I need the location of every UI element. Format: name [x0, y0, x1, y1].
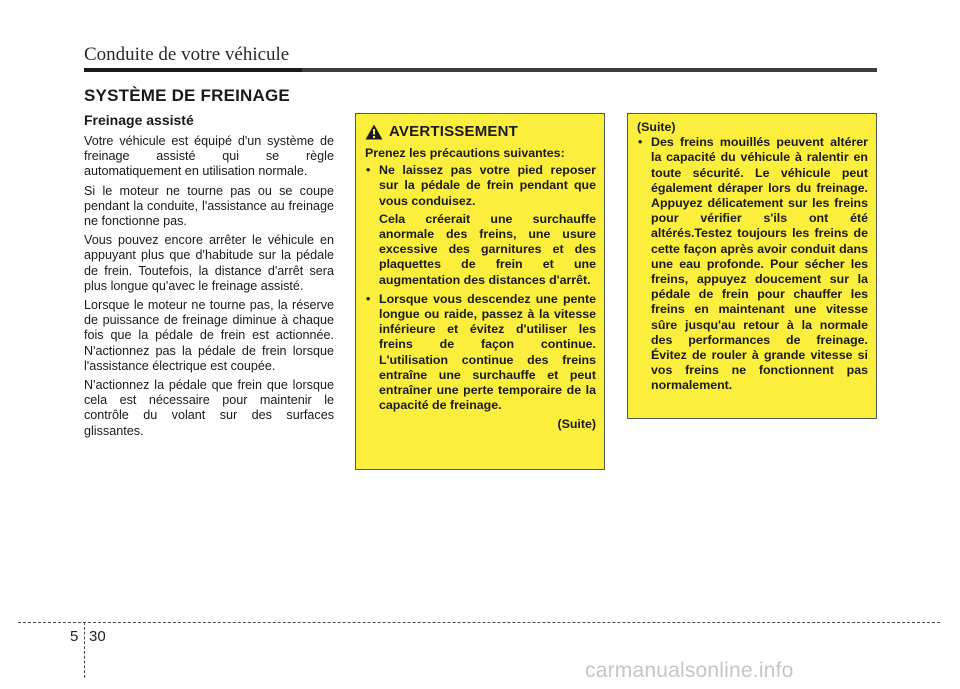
section-title: SYSTÈME DE FREINAGE: [84, 86, 290, 105]
subsection-title: Freinage assisté: [84, 112, 194, 128]
warning-item-continuation: Cela créerait une surchauffe anormale des freins, une usure excessive des garnitures et des plaquettes de frein et une augmentation des distances d'arrêt.: [379, 211, 596, 287]
bullet: •: [638, 135, 643, 150]
warning-title: AVERTISSEMENT: [389, 123, 519, 141]
chapter-number: 5: [70, 628, 79, 645]
paragraph: Lorsque le moteur ne tourne pas, la réserve de puissance de freinage diminue à chaque fois que la pédale de frein est actionnée. N'actionnez pas la pédale de frein lorsque l'assistance électrique est coupée.: [84, 298, 334, 373]
warning-item: [365, 292, 596, 414]
warning-box: [355, 113, 605, 470]
left-column: [84, 112, 334, 443]
continuation-item: [637, 135, 868, 393]
paragraph: Si le moteur ne tourne pas ou se coupe pendant la conduite, l'assistance au freinage ne fonctionne pas.: [84, 183, 334, 229]
paragraph: Votre véhicule est équipé d'un système de freinage assisté qui se règle automatiquement en utilisation normale.: [84, 134, 334, 179]
paragraph: Vous pouvez encore arrêter le véhicule en appuyant plus que d'habitude sur la pédale de frein. Toutefois, la distance d'arrêt sera plus longue qu'avec le freinage assisté.: [84, 233, 334, 293]
continuation-heading: (Suite): [637, 120, 676, 134]
bullet: •: [366, 163, 371, 178]
paragraph: N'actionnez la pédale que frein que lorsque cela est nécessaire pour maintenir le contrôle du volant sur des surfaces glissantes.: [84, 378, 334, 438]
page-number: 30: [89, 628, 106, 645]
warning-item: [365, 163, 596, 288]
warning-item-text: Ne laissez pas votre pied reposer sur la pédale de frein pendant que vous conduisez.: [379, 163, 596, 208]
warning-suite-label: (Suite): [557, 417, 596, 432]
continuation-item-text: Des freins mouillés peuvent altérer la capacité du véhicule à ralentir en toute sécurité. Le véhicule peut également déraper lors du freinage. Appuyez délicatement sur les freins pour vérifier s'ils ont été altérés.Testez toujours les freins de cette façon après avoir conduit dans une eau profonde. Pour sécher les freins, appuyez doucement sur la pédale de frein pour chauffer les freins en maintenant une vitesse sûre jusqu'au retour à la normale des performances de freinage. Évitez de rouler à grande vitesse si vos freins ne fonctionnent pas normalement.: [651, 135, 868, 393]
warning-item-text: Lorsque vous descendez une pente longue ou raide, passez à la vitesse inférieure et évitez d'utiliser les freins de façon continue. L'utilisation continue des freins entraîne une surchauffe et peut entraîner une perte temporaire de la capacité de freinage.: [379, 291, 596, 413]
footer-rule: [18, 622, 940, 623]
continuation-box: [627, 113, 877, 419]
header-title: Conduite de votre véhicule: [84, 44, 290, 65]
warning-list: [365, 163, 596, 413]
continuation-list: [637, 135, 868, 393]
bullet: •: [366, 291, 371, 306]
header-rule: [84, 68, 877, 72]
watermark: carmanualsonline.info: [585, 659, 794, 682]
footer-divider: [84, 622, 85, 678]
warning-triangle-icon: [365, 124, 383, 140]
warning-intro: Prenez les précautions suivantes:: [365, 146, 565, 160]
warning-header: [365, 124, 596, 140]
